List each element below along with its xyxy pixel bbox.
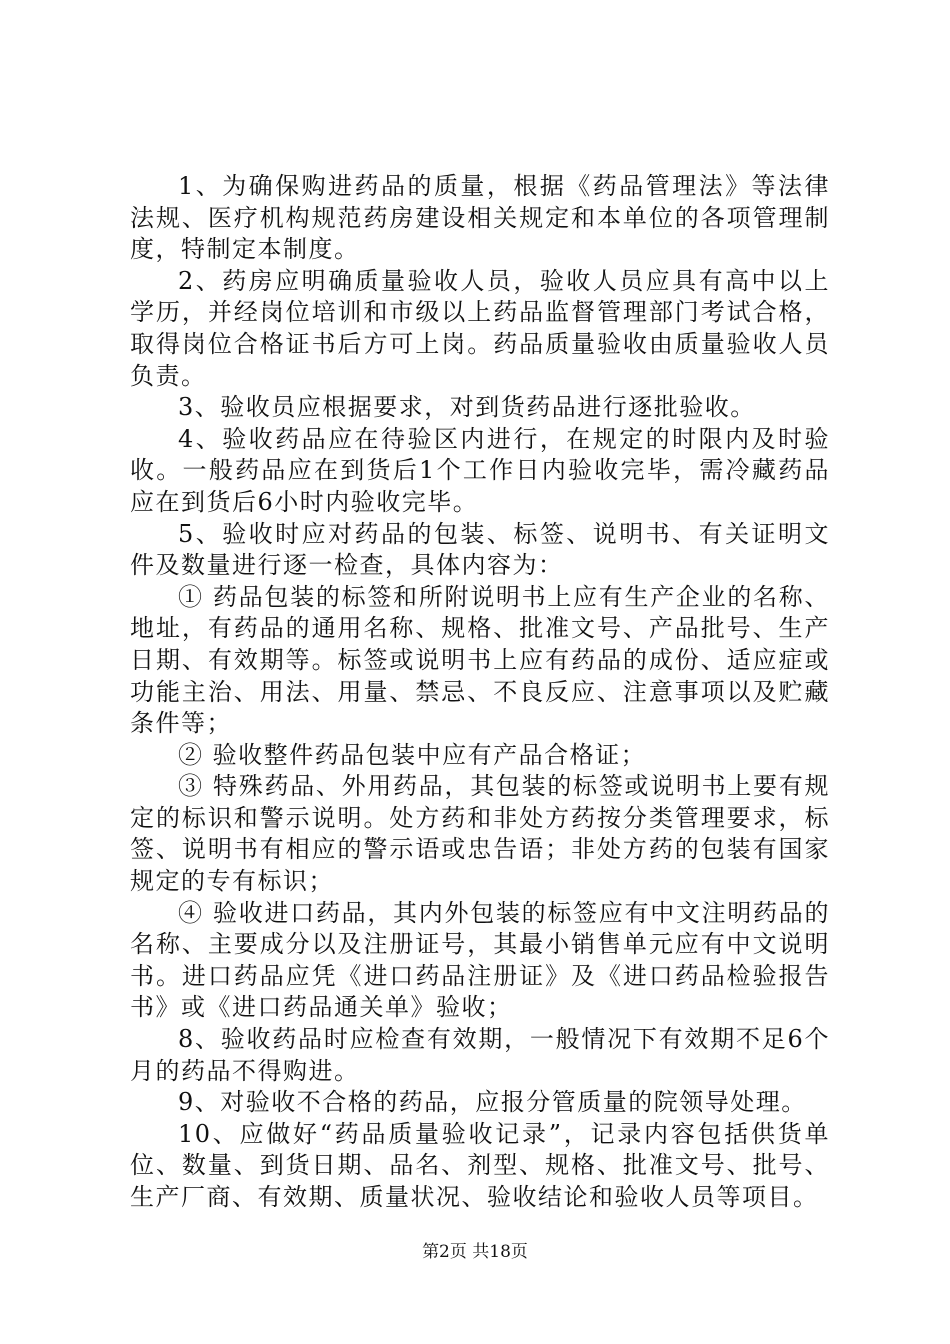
paragraph-3: 3、验收员应根据要求，对到货药品进行逐批验收。 — [178, 393, 756, 422]
paragraph-9: 9、对验收不合格的药品，应报分管质量的院领导处理。 — [178, 1088, 807, 1117]
paragraph-5-item-4: ④ 验收进口药品，其内外包装的标签应有中文注明药品的名称、主要成分以及注册证号，其最小销售单元应有中文说明书。进口药品应凭《进口药品注册证》及《进口药品检验报告书》或《进口药品通关单》验收； — [130, 898, 830, 1022]
paragraph-4: 4、验收药品应在待验区内进行，在规定的时限内及时验收。一般药品应在到货后1个工作日内验收完毕，需冷藏药品应在到货后6小时内验收完毕。 — [130, 424, 830, 516]
page-number-footer: 第2页 共18页 — [422, 1242, 528, 1262]
paragraph-5-item-2: ② 验收整件药品包装中应有产品合格证； — [178, 740, 647, 769]
paragraph-2: 2、药房应明确质量验收人员，验收人员应具有高中以上学历，并经岗位培训和市级以上药品监督管理部门考试合格，取得岗位合格证书后方可上岗。药品质量验收由质量验收人员负责。 — [130, 266, 830, 390]
paragraph-10: 10、应做好“药品质量验收记录”，记录内容包括供货单位、数量、到货日期、品名、剂型、规格、批准文号、批号、生产厂商、有效期、质量状况、验收结论和验收人员等项目。 — [130, 1119, 830, 1211]
document-body — [130, 171, 830, 1214]
paragraph-5-item-1: ① 药品包装的标签和所附说明书上应有生产企业的名称、地址，有药品的通用名称、规格、批准文号、产品批号、生产日期、有效期等。标签或说明书上应有药品的成份、适应症或功能主治、用法、用量、禁忌、不良反应、注意事项以及贮藏条件等； — [130, 582, 830, 738]
paragraph-5: 5、验收时应对药品的包装、标签、说明书、有关证明文件及数量进行逐一检查，具体内容为： — [130, 519, 830, 580]
paragraph-8: 8、验收药品时应检查有效期，一般情况下有效期不足6个月的药品不得购进。 — [130, 1025, 830, 1085]
paragraph-1: 1、为确保购进药品的质量，根据《药品管理法》等法律法规、医疗机构规范药房建设相关规定和本单位的各项管理制度，特制定本制度。 — [130, 172, 830, 264]
paragraph-5-item-3: ③ 特殊药品、外用药品，其包装的标签或说明书上要有规定的标识和警示说明。处方药和非处方药按分类管理要求，标签、说明书有相应的警示语或忠告语；非处方药的包装有国家规定的专有标识； — [130, 772, 830, 896]
